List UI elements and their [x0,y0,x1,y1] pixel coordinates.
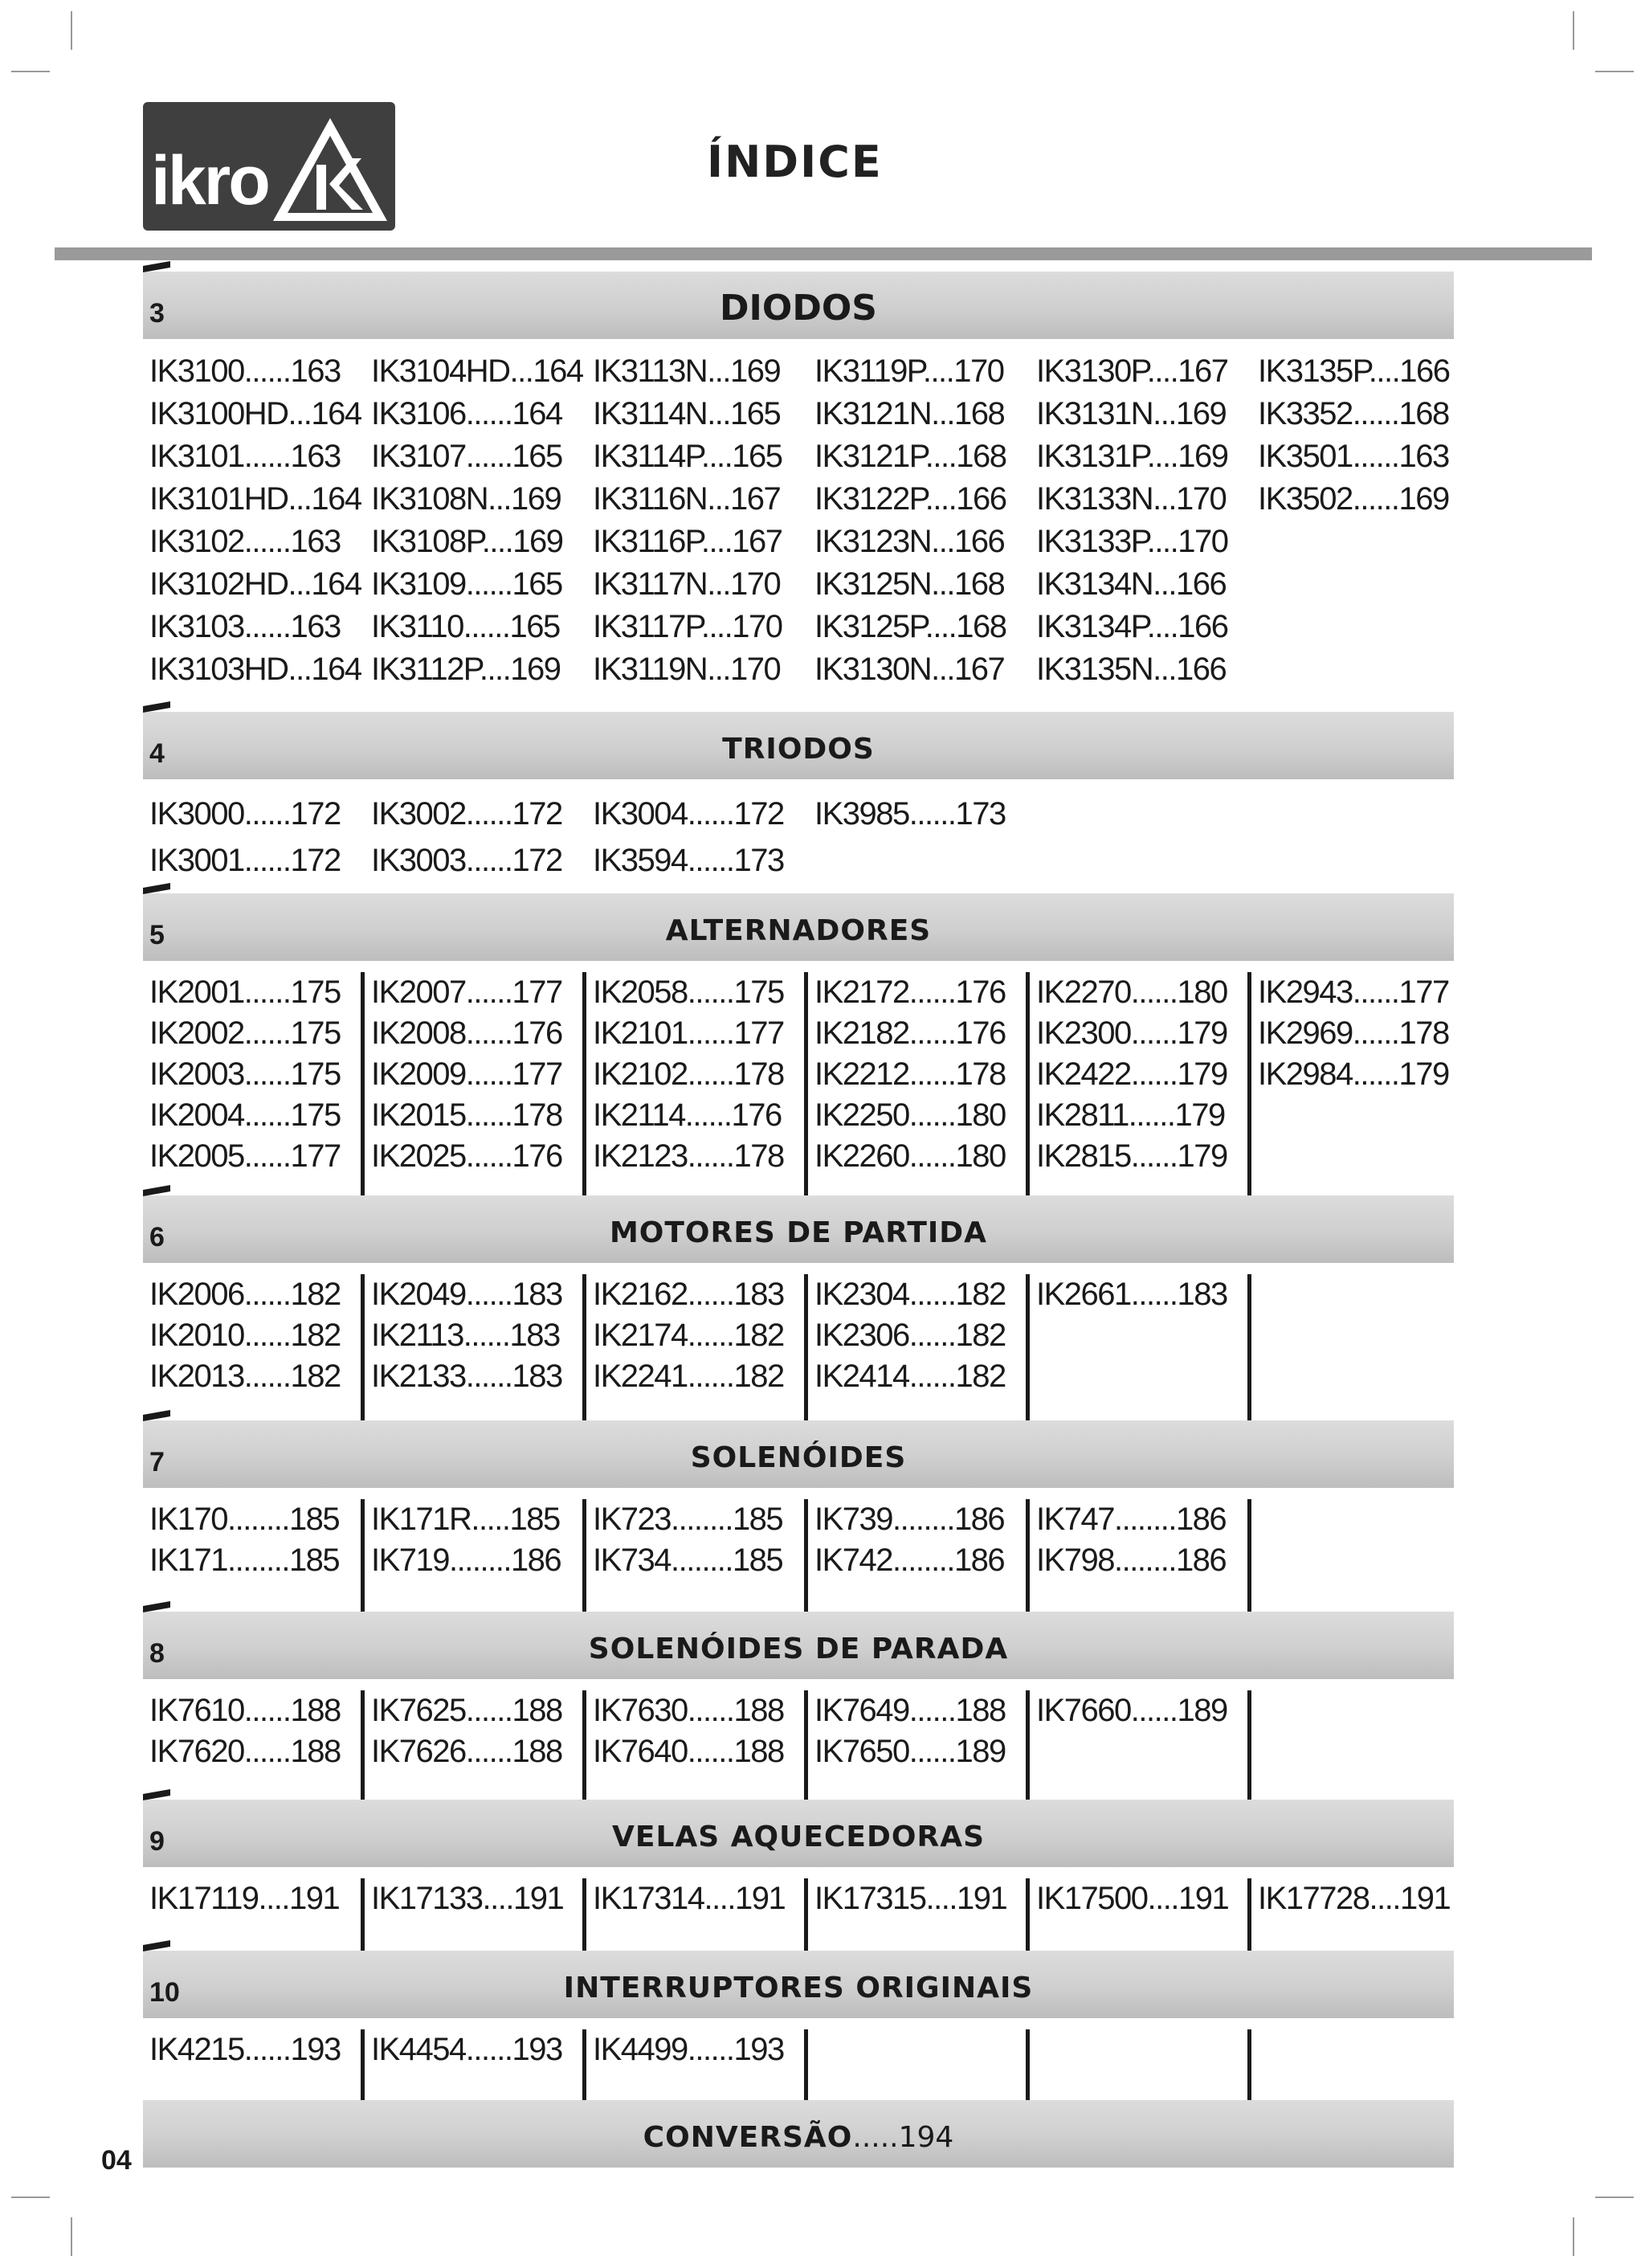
index-entry: IK2013......182 [149,1359,341,1394]
index-entry: IK3114P....165 [593,439,782,474]
index-column [365,1274,586,1435]
index-entry: IK3122P....166 [814,481,1006,517]
index-column [143,350,365,691]
index-columns [143,1499,1454,1621]
ikro-triangle-logo-icon [270,113,390,226]
index-entry: IK2969......178 [1258,1015,1449,1051]
index-entry: IK3004......172 [593,796,784,832]
index-column [365,791,586,884]
index-entry: IK2113......183 [371,1318,560,1353]
index-column [808,791,1010,884]
index-entry: IK3108N...169 [371,481,561,517]
index-entry: IK2943......177 [1258,975,1449,1010]
index-entry: IK3117P....170 [593,609,782,644]
index-column [1030,1878,1251,1959]
index-entry: IK2001......175 [149,975,341,1010]
index-entry: IK2815......179 [1036,1138,1227,1174]
index-entry: IK723........185 [593,1502,783,1537]
index-columns [143,1878,1454,1959]
section-tab-mark [143,883,170,894]
ikro-logo [143,102,395,231]
index-column [1030,350,1251,691]
index-column [586,1274,808,1435]
index-entry: IK747........186 [1036,1502,1227,1537]
section-title: TRIODOS [722,733,875,766]
index-entry: IK3103......163 [149,609,341,644]
index-entry: IK3131N...169 [1036,396,1227,431]
index-entry: IK3130N...167 [814,652,1005,687]
index-entry: IK2304......182 [814,1277,1006,1312]
section-velas-aquecedoras [143,1800,1454,1959]
index-entry: IK2005......177 [149,1138,341,1174]
index-entry: IK2241......182 [593,1359,784,1394]
index-column [808,1878,1030,1959]
index-entry: IK3125N...168 [814,566,1005,602]
index-entry: IK3133N...170 [1036,481,1227,517]
index-column [365,1690,586,1812]
index-columns [143,350,1454,691]
index-entry: IK3125P....168 [814,609,1006,644]
section-header-band [143,712,1454,779]
crop-mark [71,2217,72,2256]
index-entry: IK3121P....168 [814,439,1006,474]
section-title: SOLENÓIDES [690,1441,907,1474]
index-entry: IK3135P....166 [1258,353,1450,389]
index-column [143,1690,365,1812]
index-entry: IK17728....191 [1258,1881,1451,1916]
page-title: ÍNDICE [707,137,883,187]
index-column [586,972,808,1205]
index-entry: IK2003......175 [149,1056,341,1092]
index-entry: IK3119P....170 [814,353,1004,389]
index-entry: IK3107......165 [371,439,562,474]
index-entry: IK739........186 [814,1502,1005,1537]
index-column [365,1878,586,1959]
index-column [586,1690,808,1812]
section-title: MOTORES DE PARTIDA [609,1216,988,1249]
index-entry: IK4215......193 [149,2032,341,2067]
index-entry: IK171R.....185 [371,1502,560,1537]
section-number: 7 [149,1447,165,1477]
section-motores-de-partida [143,1195,1454,1435]
index-entry: IK3113N...169 [593,353,781,389]
crop-mark [1595,71,1634,72]
index-entry: IK3121N...168 [814,396,1005,431]
index-entry: IK2172......176 [814,975,1006,1010]
index-entry: IK3119N...170 [593,652,781,687]
index-entry: IK3131P....169 [1036,439,1228,474]
logo-text: ikro [151,142,268,219]
section-number: 9 [149,1826,165,1857]
index-entry: IK2270......180 [1036,975,1227,1010]
index-entry: IK2102......178 [593,1056,784,1092]
index-column [808,972,1030,1205]
index-column [1030,1690,1251,1812]
index-entry: IK3133P....170 [1036,524,1228,559]
index-entry: IK2260......180 [814,1138,1006,1174]
index-column [143,1878,365,1959]
index-column [586,1878,808,1959]
index-entry: IK3502......169 [1258,481,1449,517]
index-entry: IK7610......188 [149,1693,341,1728]
crop-mark [1573,11,1574,50]
section-header-band [143,1420,1454,1488]
index-column [1251,1274,1454,1435]
index-entry: IK7625......188 [371,1693,562,1728]
conversao-page: .....194 [852,2121,954,2154]
index-entry: IK3109......165 [371,566,562,602]
index-column [808,1274,1030,1435]
index-entry: IK2300......179 [1036,1015,1227,1051]
index-column [1251,1878,1454,1959]
index-entry: IK4454......193 [371,2032,562,2067]
index-entry: IK2123......178 [593,1138,784,1174]
index-entry: IK2422......179 [1036,1056,1227,1092]
index-entry: IK4499......193 [593,2032,784,2067]
index-column [365,350,586,691]
index-column [1030,1499,1251,1621]
index-entry: IK2049......183 [371,1277,562,1312]
index-entry: IK17315....191 [814,1881,1007,1916]
index-entry: IK3110......165 [371,609,560,644]
index-entry: IK171........185 [149,1543,340,1578]
index-column [586,791,808,884]
index-entry: IK2008......176 [371,1015,562,1051]
header-rule [55,247,1592,260]
index-columns [143,1274,1454,1435]
index-column [143,1499,365,1621]
index-entry: IK3112P....169 [371,652,561,687]
index-entry: IK3134N...166 [1036,566,1227,602]
index-column [143,1274,365,1435]
index-entry: IK17133....191 [371,1881,564,1916]
section-number: 10 [149,1977,180,2008]
index-entry: IK2162......183 [593,1277,784,1312]
index-entry: IK3116N...167 [593,481,781,517]
index-column [1251,1499,1454,1621]
index-entry: IK17119....191 [149,1881,340,1916]
crop-mark [1573,2217,1574,2256]
index-entry: IK2015......178 [371,1097,562,1133]
index-entry: IK2306......182 [814,1318,1006,1353]
index-entry: IK3101HD...164 [149,481,361,517]
index-entry: IK3352......168 [1258,396,1449,431]
index-column [808,1690,1030,1812]
index-entry: IK7649......188 [814,1693,1006,1728]
index-entry: IK742........186 [814,1543,1005,1578]
crop-mark [11,2196,50,2198]
section-solen-ides-de-parada [143,1612,1454,1812]
index-entry: IK3101......163 [149,439,341,474]
index-entry: IK17314....191 [593,1881,786,1916]
index-column [365,1499,586,1621]
section-number: 6 [149,1222,165,1253]
section-number: 3 [149,298,165,329]
index-entry: IK3104HD...164 [371,353,583,389]
index-entry: IK3501......163 [1258,439,1449,474]
crop-mark [71,11,72,50]
index-entry: IK7626......188 [371,1734,562,1769]
index-entry: IK3108P....169 [371,524,563,559]
crop-mark [11,71,50,72]
index-column [808,1499,1030,1621]
index-column [143,972,365,1205]
index-entry: IK2009......177 [371,1056,562,1092]
index-columns [143,791,1454,884]
index-entry: IK7640......188 [593,1734,784,1769]
index-entry: IK798........186 [1036,1543,1227,1578]
section-tab-mark [143,701,170,713]
index-entry: IK3130P....167 [1036,353,1228,389]
index-entry: IK17500....191 [1036,1881,1229,1916]
index-entry: IK3102HD...164 [149,566,361,602]
section-diodos [143,272,1454,691]
section-header-band [143,1951,1454,2018]
index-column [808,350,1030,691]
index-entry: IK3003......172 [371,843,562,878]
section-number: 4 [149,738,165,769]
index-columns [143,972,1454,1205]
index-entry: IK3102......163 [149,524,341,559]
index-entry: IK2007......177 [371,975,562,1010]
index-column [1251,350,1454,691]
section-header-band [143,1612,1454,1679]
index-column [143,791,365,884]
index-entry: IK2984......179 [1258,1056,1449,1092]
index-entry: IK734........185 [593,1543,783,1578]
section-alternadores [143,893,1454,1205]
index-entry: IK2811......179 [1036,1097,1225,1133]
index-entry: IK3117N...170 [593,566,781,602]
section-header-band [143,893,1454,961]
index-entry: IK2002......175 [149,1015,341,1051]
index-column [1251,972,1454,1205]
index-entry: IK3594......173 [593,843,784,878]
index-entry: IK3103HD...164 [149,652,361,687]
section-triodos [143,712,1454,884]
index-entry: IK3002......172 [371,796,562,832]
index-entry: IK3106......164 [371,396,562,431]
index-entry: IK3134P....166 [1036,609,1228,644]
section-header-band [143,272,1454,339]
index-entry: IK3001......172 [149,843,341,878]
section-title: VELAS AQUECEDORAS [611,1821,985,1853]
index-entry: IK2004......175 [149,1097,341,1133]
index-column [1030,972,1251,1205]
index-entry: IK719........186 [371,1543,561,1578]
index-entry: IK2114......176 [593,1097,782,1133]
index-entry: IK3116P....167 [593,524,782,559]
section-solen-ides [143,1420,1454,1621]
index-entry: IK2250......180 [814,1097,1006,1133]
index-entry: IK7650......189 [814,1734,1006,1769]
conversao-band [143,2100,1454,2168]
index-entry: IK7660......189 [1036,1693,1227,1728]
index-entry: IK2182......176 [814,1015,1006,1051]
index-entry: IK2212......178 [814,1056,1006,1092]
index-entry: IK3135N...166 [1036,652,1227,687]
crop-mark [1595,2196,1634,2198]
section-header-band [143,1195,1454,1263]
index-entry: IK170........185 [149,1502,340,1537]
section-number: 5 [149,920,165,950]
page-number: 04 [101,2145,132,2176]
index-entry: IK2101......177 [593,1015,784,1051]
index-column [1251,1690,1454,1812]
section-title: DIODOS [720,288,877,329]
index-entry: IK2414......182 [814,1359,1006,1394]
index-entry: IK3100......163 [149,353,341,389]
section-title: INTERRUPTORES ORIGINAIS [563,1972,1034,2004]
index-columns [143,1690,1454,1812]
index-entry: IK3114N...165 [593,396,781,431]
index-entry: IK3123N...166 [814,524,1005,559]
index-entry: IK3985......173 [814,796,1006,832]
index-entry: IK3100HD...164 [149,396,361,431]
conversao-label: CONVERSÃO [643,2121,853,2154]
index-entry: IK7630......188 [593,1693,784,1728]
index-column [586,350,808,691]
index-entry: IK2010......182 [149,1318,341,1353]
section-title: SOLENÓIDES DE PARADA [588,1633,1009,1665]
index-entry: IK2006......182 [149,1277,341,1312]
index-entry: IK7620......188 [149,1734,341,1769]
index-entry: IK2025......176 [371,1138,562,1174]
index-entry: IK2661......183 [1036,1277,1227,1312]
index-entry: IK3000......172 [149,796,341,832]
section-title: ALTERNADORES [665,914,932,947]
index-entry: IK2058......175 [593,975,784,1010]
section-header-band [143,1800,1454,1867]
index-column [586,1499,808,1621]
section-number: 8 [149,1638,165,1669]
section-tab-mark [143,261,170,272]
index-entry: IK2174......182 [593,1318,784,1353]
index-entry: IK2133......183 [371,1359,562,1394]
index-column [1030,1274,1251,1435]
index-column [365,972,586,1205]
